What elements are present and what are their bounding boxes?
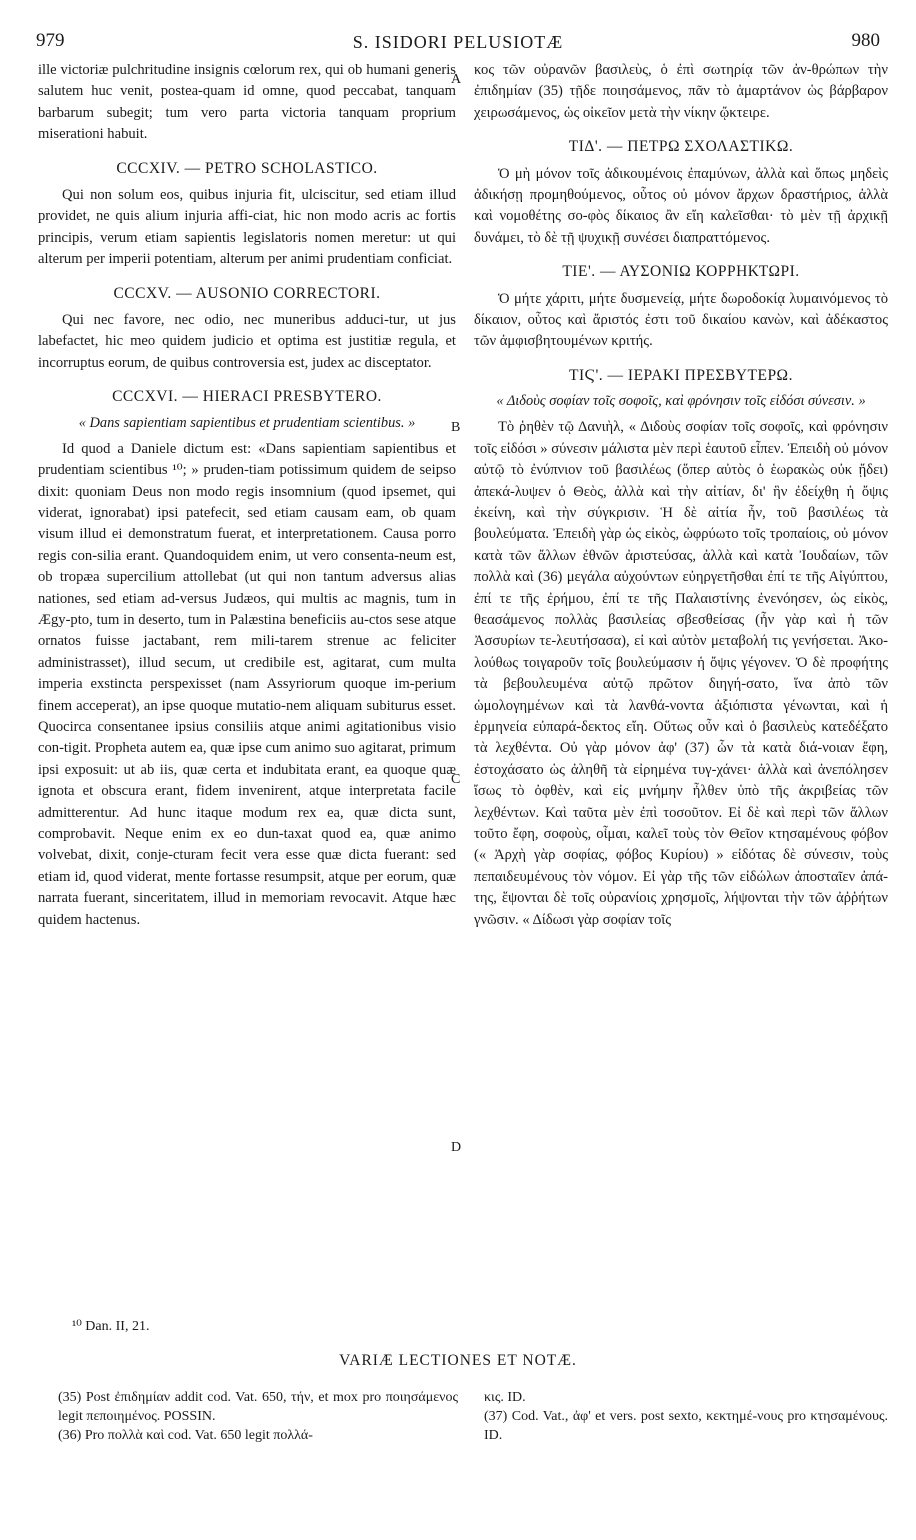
greek-letter-text: Ὁ μὴ μόνον τοῖς ἀδικουμένοις ἐπαμύνων, ἀλλὰ καὶ ὅπως μηδεὶς ἀδικήσῃ προμηθούμενος, οὗτος οὐ μόνον ἄρχων δραστήριος, ἀλλὰ καὶ νομοθέτης σο-φὸς δίκαιος ἂν εἴη καλεῖσθαι· τὸ μὲν τῇ ἀρχικῇ δυνάμει, τὸ δὲ τῇ ψυχικῇ συνέσει διαπραττόμενος. — [474, 165, 888, 246]
greek-column — [474, 60, 888, 931]
greek-letter-heading: ΤΙϚ'. — ΙΕΡΑΚΙ ΠΡΕΣΒΥΤΕΡΩ. — [569, 366, 793, 384]
greek-letter-text: Ὁ μήτε χάριτι, μήτε δυσμενείᾳ, μήτε δωροδοκίᾳ λυμαινόμενος τὸ δίκαιον, οὗτος καὶ ἄριστός ἐστι τοῦ δικαίου κανὼν, καὶ ἀδέκαστος τῶν ἀμφισβητουμένων κριτής. — [474, 290, 888, 350]
latin-intro: ille victoriæ pulchritudine insignis cœlorum rex, qui ob humani generis salutem huc venit, postea-quam id omne, quod peccabat, tanquam barbarum subegit; tum vero parta victoria tanquam proprium miserationi habuit. — [38, 62, 456, 143]
margin-marker-a: A — [451, 72, 462, 87]
latin-letter-text: Qui nec favore, nec odio, nec muneribus adduci-tur, ut jus labefactet, hic meo quidem judicio et optima est justitiæ regula, et incorruptus eorum, de quibus controversia est, judex ac disceptator. — [38, 312, 456, 371]
greek-letter-heading: ΤΙΔ'. — ΠΕΤΡΩ ΣΧΟΛΑΣΤΙΚΩ. — [568, 138, 794, 156]
variae-heading: VARIÆ LECTIONES ET NOTÆ. — [339, 1352, 577, 1369]
page-number-left: 979 — [36, 30, 65, 51]
latin-letter-heading: CCCXIV. — PETRO SCHOLASTICO. — [116, 159, 378, 177]
notes-left — [58, 1388, 458, 1445]
latin-letter-text: Qui non solum eos, quibus injuria fit, ulciscitur, sed etiam illud providet, ne quis alium injuria affi-ciat, hic non modo acris ac fortis principis, verum etiam sapientis legislatoris nomen meretur: ut qui alterum per imperii potentiam, alterum per animi prudentiam conficiat. — [38, 187, 456, 268]
latin-letter-heading: CCCXV. — AUSONIO CORRECTORI. — [113, 284, 381, 302]
margin-marker-d: D — [451, 1140, 462, 1155]
greek-letter-text: Τὸ ῥηθὲν τῷ Δανιὴλ, « Διδοὺς σοφίαν τοῖς σοφοῖς, καὶ φρόνησιν τοῖς εἰδόσι » σύνεσιν μάλιστα μὲν περὶ ἑαυτοῦ εἶπεν. Ἐπειδὴ οὐ μόνον αὐτῷ τὸ ἐνύπνιον τοῦ βασιλέως (ὅπερ αὐτὸς ὁ ἑωρακὼς οὐκ ᾔδει) ἀπεκά-λυψεν ὁ Θεὸς, ἀλλὰ καὶ τὴν αἰτίαν, δι' ἣν ἐδείχθη ἡ ὄψις ἐκείνη, καὶ τὴν σύγκρισιν. Ἡ δὲ αἰτία ἦν, τοῦ βασιλέως τὰ βουλεύματα. Ἐπειδὴ γὰρ ὡς εἰκὸς, ὠφρύωτο τοῖς τροπαίοις, οὐ μόνον κατὰ τῶν ἄλλων ἐθνῶν ἀριστεύσας, ἀλλὰ καὶ κατὰ Ἰουδαίων, τῶν πολλὰ καὶ (36) μεγάλα αὐχούντων εὐηργετῆσθαι ἐπί τε τῆς Αἰγύπτου, ἐπί τε τῆς ἐρήμου, ἐπί τε τῆς Παλαιστίνης ἐνενόησεν, ὡς εἰκὸς, θεασάμενος πολλὰς βασιλείας σβεσθείσας (ἦν γὰρ καὶ ἡ τῶν Ἀσσυρίων τε-λευτήσασα), εἰ καὶ αὐτὸν μεταβολή τις γενήσεται. Ἀκο-λούθως τοιγαροῦν τοῖς βουλεύμασιν ἡ ὄψις γέγονεν. Ὁ δὲ προφήτης τὰ βεβουλευμένα αὐτῷ πρῶτον διηγή-σατο, ἵνα ἀπὸ τῶν ὡμολογημένων καὶ τὰ λανθά-νοντα ἀξιόπιστα γένωνται, καὶ ἡ ἑρμηνεία εὐπαρά-δεκτος εἴη. Οὕτως οὖν καὶ ὁ βασιλεὺς κατεδέξατο τὰ λεχθέντα. Οὐ γὰρ μόνον ἀφ' (37) ὧν τὰ κατὰ διά-νοιαν ἔφη, ἐστοχάσατο ὡς ἀληθῆ τὰ εἰρημένα τυγ-χάνει· ἀλλὰ καὶ ἀνεπόλησεν ἴσως τὸ ὀφθὲν, καὶ εἰς μνήμην ἦλθεν ὑπὸ τῆς ἀκριβείας τῶν λεχθέντων. Καὶ ταῦτα μὲν ἐπὶ τοσοῦτον. Εἰ δὲ καὶ περὶ τῶν ἄλλων τοῦτο ἔφη, σοφοὺς, οἶμαι, καλεῖ τοὺς τὸν Θεῖον κτησαμένους φόβον (« Ἀρχὴ γὰρ σοφίας, φόβος Κυρίου) » εἰδότας δὲ σύνεσιν, τοὺς πεπαιδευμένους τὸν νόμον. Εἰ γὰρ τῆς τῶν εἰδώλων ἀποσταῖεν ἀπά-της, ἕψονται δὲ τοῖς οὐρανίοις χρησμοῖς, λήψονται τὴν τῶν ἀῤῥήτων γνῶσιν. « Δίδωσι γὰρ σοφίαν τοῖς — [474, 419, 888, 928]
greek-letter-subheading: « Διδοὺς σοφίαν τοῖς σοφοῖς, καὶ φρόνησιν τοῖς εἰδόσι σύνεσιν. » — [496, 393, 866, 410]
note-item: (36) Pro πολλὰ καὶ cod. Vat. 650 legit πολλά- — [58, 1428, 313, 1443]
page-header — [30, 30, 886, 56]
latin-letter-text: Id quod a Daniele dictum est: «Dans sapientiam sapientibus et prudentiam scientibus ¹⁰; » pruden-tiam potissimum quidem de seipso dixit: quoniam Deus non modo regis insomnium (quod ipsemet, qui viderat, ignorabat) ipsi patefecit, sed etiam causam eam, ob quam visum illud ei demonstratum fuerat, et interpretationem. Causa porro regis con-silia erant. Quandoquidem enim, ut vero consenta-neum est, ob tropæa supercilium attollebat (ut qui non tantum adversus alias nationes, sed etiam ad-versus Judæos, qui multis ac magnis, tum in Ægy-pto, tum in deserto, tum in Palæstina beneficiis au-ctos sese atque ornatos fuisse jactabant, rem mili-tarem strenue ac feliciter administrasset), illud secum, ut credibile est, agitarat, cum multa imperia exstincta perspexisset (nam Assyriorum quoque im-perium finem acceperat), an ipse quoque mutatio-nem aliquam subiturus esset. Quocirca consentanee ipsius consiliis atque animi agitationibus visio con-tigit. Propheta autem ea, quæ ipse cum animo suo agitarat, primum ipsi exposuit: ut ab iis, quæ certa et indubitata erant, ea quoque quæ ignota et obscura erant, fidem invenirent, atque interpretata facile admitterentur. Ad hunc itaque modum rex ea, quæ dicta sunt, comprobavit. Neque enim ex eo dun-taxat quod ea, quæ animo volvebat, dixit, conje-cturam fecit vera esse quæ dicta fuerant: sed etiam id, quod viderat, mente fortasse resumpsit, atque per eorum, quæ narrata fuerant, sinceritatem, illud in memoriam revocavit. Atque hæc quidem hactenus. — [38, 440, 456, 928]
page-number-right: 980 — [851, 30, 880, 51]
note-item: (37) Cod. Vat., ἀφ' et vers. post sexto, κεκτημέ-νους pro κτησαμένους. ID. — [484, 1409, 888, 1443]
margin-marker-c: C — [451, 772, 461, 787]
footnote: ¹⁰ Dan. II, 21. — [72, 1319, 150, 1334]
latin-letter-heading: CCCXVI. — HIERACI PRESBYTERO. — [112, 388, 382, 406]
note-item: (35) Post ἐπιδημίαν addit cod. Vat. 650, τήν, et mox pro ποιησάμενος legit πεποιημένος. POSSIN. — [58, 1390, 458, 1424]
greek-intro: κος τῶν οὐρανῶν βασιλεὺς, ὁ ἐπὶ σωτηρίᾳ τῶν ἀν-θρώπων τὴν ἐπιδημίαν (35) τῇδε ποιησάμενος, πᾶν τὸ ἁμαρτάνον ὡς βάρβαρον χειρωσάμενος, ὡς οἰκεῖον μετὰ τὴν νίκην ᾤκτειρε. — [474, 62, 888, 121]
margin-marker-b: B — [451, 420, 461, 435]
running-title: S. ISIDORI PELUSIOTÆ — [352, 32, 564, 52]
note-item: κις. ID. — [484, 1390, 526, 1405]
latin-column — [38, 60, 456, 931]
latin-letter-subheading: « Dans sapientiam sapientibus et prudentiam scientibus. » — [78, 414, 416, 431]
greek-letter-heading: ΤΙΕ'. — ΑΥΣΟΝΙΩ ΚΟΡΡΗΚΤΩΡΙ. — [562, 263, 800, 281]
notes-right — [484, 1388, 888, 1445]
